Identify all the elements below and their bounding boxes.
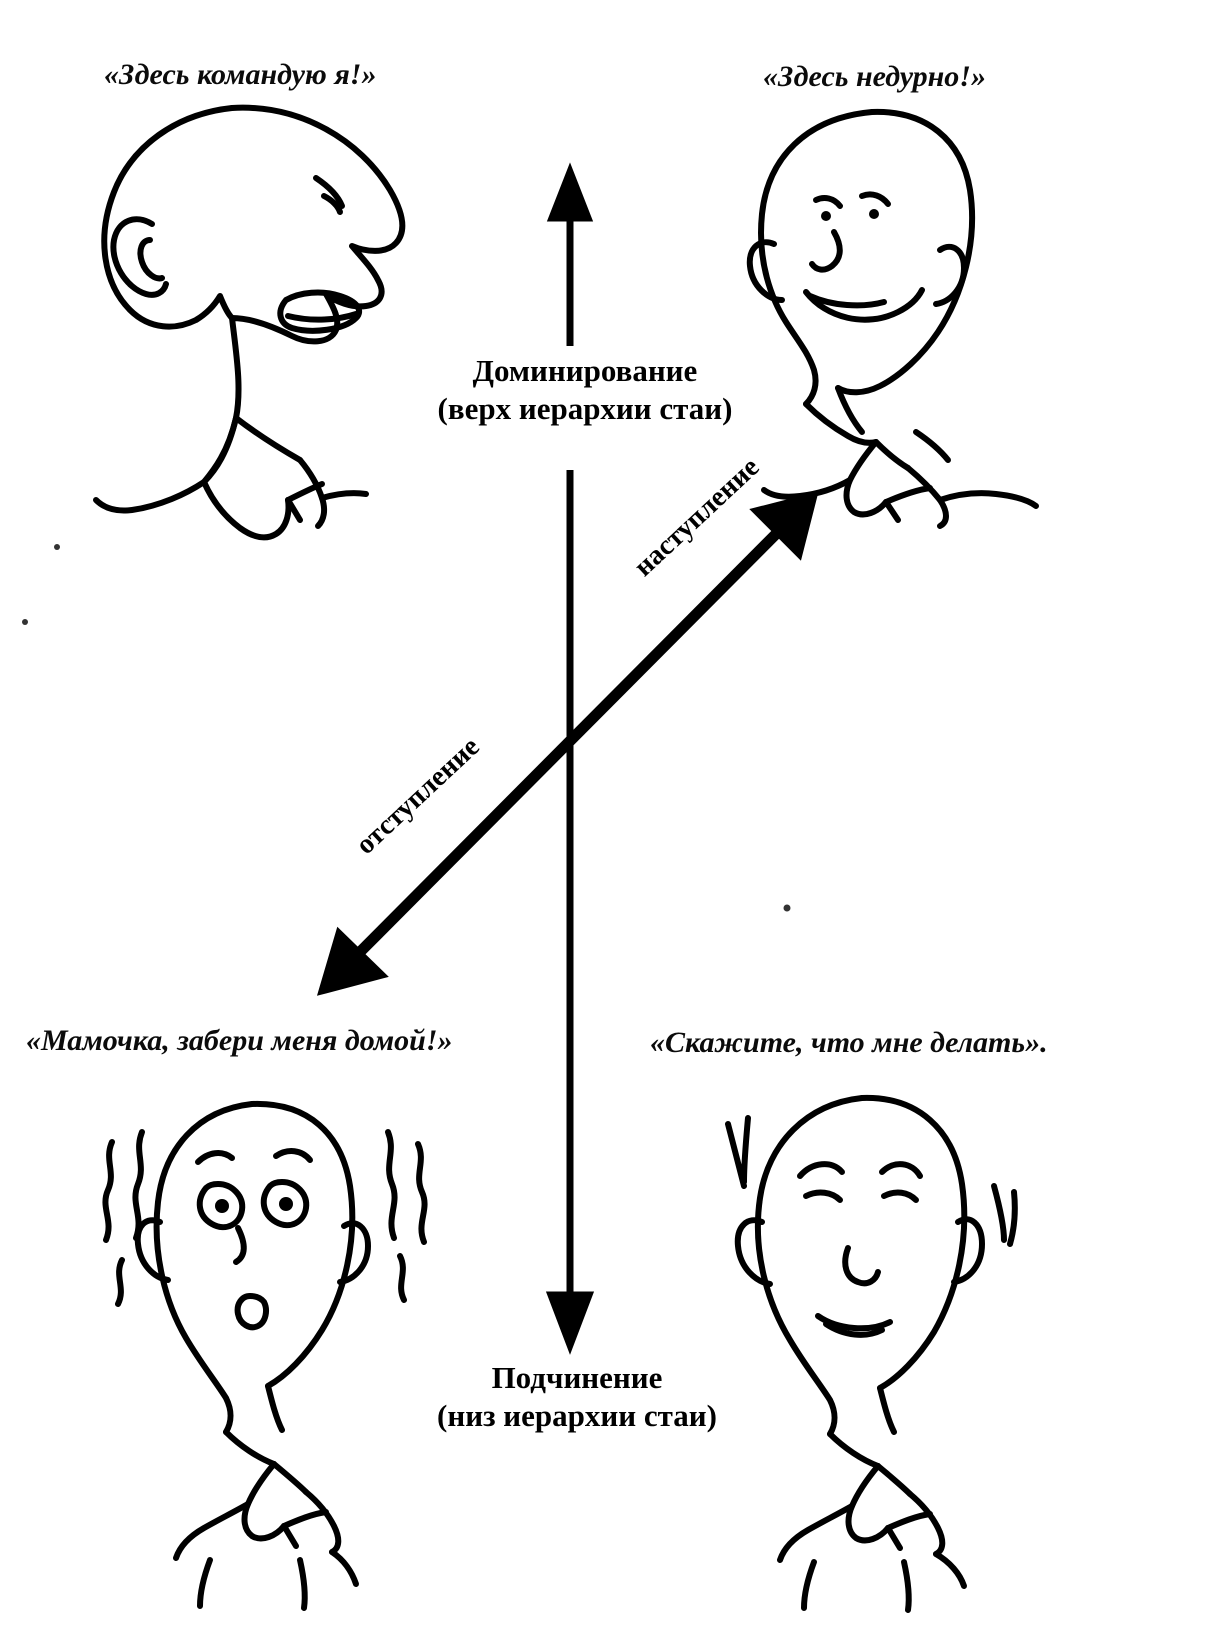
figure-passive-asking-face	[728, 1098, 1015, 1610]
figure-angry-shouting-face	[96, 108, 402, 538]
diagonal-label-retreat: отступление	[350, 731, 486, 861]
caption-top-left: «Здесь командую я!»	[104, 58, 377, 91]
caption-top-right: «Здесь недурно!»	[763, 60, 986, 93]
figure-frightened-trembling-face	[105, 1104, 424, 1608]
axis-label-dominance-line1: Доминирование	[472, 353, 698, 388]
axis-label-submission-line2: (низ иерархии стаи)	[437, 1397, 717, 1433]
caption-bottom-right: «Скажите, что мне делать».	[650, 1026, 1048, 1059]
axis-label-submission	[367, 1359, 787, 1435]
axis-label-dominance	[385, 352, 785, 428]
figure-smiling-confident-face	[750, 112, 1036, 526]
axis-label-dominance-line2: (верх иерархии стаи)	[437, 390, 733, 426]
caption-bottom-left: «Мамочка, забери меня домой!»	[26, 1024, 453, 1057]
axis-label-submission-line1: Подчинение	[491, 1360, 663, 1395]
diagonal-label-advance: наступление	[628, 451, 766, 583]
